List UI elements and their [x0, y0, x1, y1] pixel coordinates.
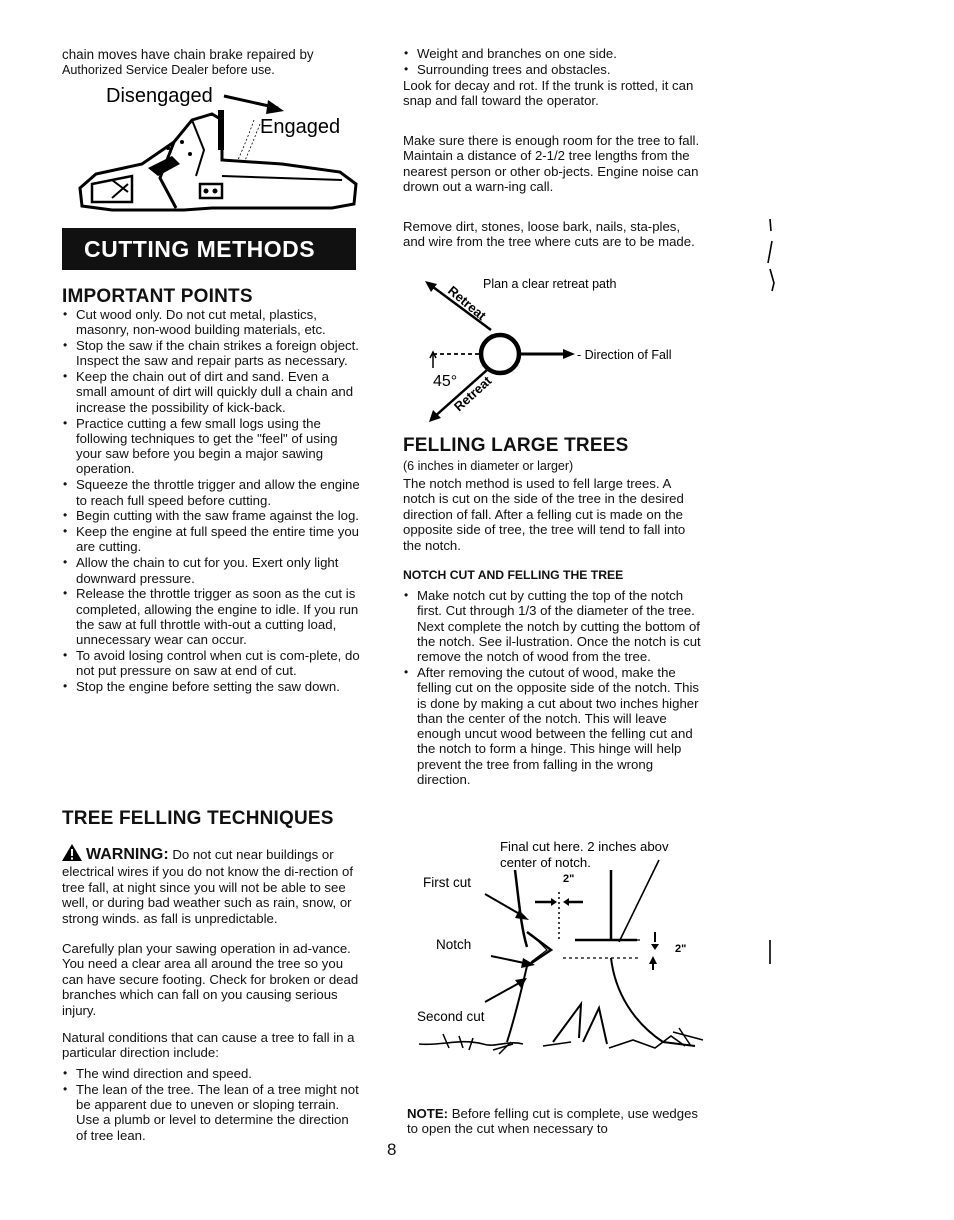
list-item: • Release the throttle trigger as soon as the cut is completed, allowing the engine to idle. If you run the saw at full throttle with-out a cutting load, unnecessary wear can occur. [62, 586, 360, 647]
list-item: • Surrounding trees and obstacles. [403, 62, 703, 77]
list-item: • Weight and branches on one side. [403, 46, 703, 61]
warning-label: WARNING: [86, 846, 169, 863]
intro-line-1: chain moves have chain brake repaired by [62, 47, 314, 62]
margin-mark-upper [764, 215, 794, 295]
retreat-word-upper: Retreat [445, 282, 490, 324]
conditions-list-continued [403, 46, 703, 78]
notch-method-paragraph: The notch method is used to fell large trees. A notch is cut on the side of the tree in the desired direction of fall. After a felling cut is made on the opposite side of tree, the tree will tend to fall into the notch. [403, 476, 686, 553]
list-item: • Stop the engine before setting the saw down. [62, 679, 360, 694]
margin-mark-lower [764, 938, 778, 968]
large-trees-subtitle: (6 inches in diameter or larger) [403, 459, 574, 473]
warning-paragraph [62, 844, 362, 926]
list-item: • Keep the chain out of dirt and sand. Even a small amount of dirt will quickly dull a chain and increase the possibility of kick-back. [62, 369, 360, 415]
list-item: • The wind direction and speed. [62, 1066, 362, 1081]
second-cut-label: Second cut [417, 1009, 485, 1024]
cutting-methods-banner [62, 228, 356, 270]
list-item: • Keep the engine at full speed the entire time you are cutting. [62, 524, 360, 555]
list-item: • Begin cutting with the saw frame against the log. [62, 508, 360, 523]
list-item: • Stop the saw if the chain strikes a foreign object. Inspect the saw and repair parts as necessary. [62, 338, 360, 369]
page-number: 8 [387, 1140, 397, 1159]
engaged-label: Engaged [260, 116, 341, 138]
banner-title: CUTTING METHODS [84, 235, 316, 262]
angle-label: 45° [433, 373, 458, 390]
tree-felling-heading: TREE FELLING TECHNIQUES [62, 808, 334, 829]
list-item: • The lean of the tree. The lean of a tree might not be apparent due to uneven or sloping terrain. Use a plumb or level to determine the direction of tree lean. [62, 1082, 362, 1143]
important-points-heading: IMPORTANT POINTS [62, 286, 253, 307]
note-paragraph [407, 1106, 709, 1137]
retreat-path-diagram [403, 272, 708, 432]
direction-of-fall-label: - Direction of Fall [577, 348, 672, 362]
notch-cut-diagram [403, 832, 708, 1067]
felling-large-trees-heading: FELLING LARGE TREES [403, 435, 629, 456]
disengaged-label: Disengaged [106, 85, 213, 107]
decay-paragraph: Look for decay and rot. If the trunk is rotted, it can snap and fall toward the operator. [403, 78, 694, 109]
list-item: • To avoid losing control when cut is com-plete, do not put pressure on saw at end of cut. [62, 648, 360, 679]
first-cut-label: First cut [423, 875, 472, 890]
conditions-list [62, 1066, 362, 1143]
note-label: NOTE: [407, 1106, 449, 1121]
note-text: Before felling cut is complete, use wedges to open the cut when necessary to [407, 1106, 699, 1137]
notch-cut-heading: NOTCH CUT AND FELLING THE TREE [403, 568, 624, 582]
retreat-word-lower: Retreat [450, 373, 495, 415]
room-paragraph: Make sure there is enough room for the tree to fall. Maintain a distance of 2-1/2 tree lengths from the nearest person or other ob-jects. Engine noise can drown out a warn-ing call. [403, 133, 700, 195]
list-item: • Squeeze the throttle trigger and allow the engine to reach full speed before cutting. [62, 477, 360, 508]
notch-label: Notch [436, 937, 472, 952]
list-item: • Make notch cut by cutting the top of the notch first. Cut through 1/3 of the diameter of the tree. Next complete the notch by cutting the bottom of the notch. See il-lustration. Once the notch is cut remove the notch of wood from the tree. [403, 588, 705, 664]
dimension-side: 2" [675, 943, 687, 955]
intro-line-2: Authorized Service Dealer before use. [62, 63, 275, 77]
retreat-plan-label: Plan a clear retreat path [483, 277, 617, 291]
list-item: • Practice cutting a few small logs using the following techniques to get the "feel" of using your saw before you begin a major sawing operation. [62, 416, 360, 477]
chain-brake-illustration [72, 80, 362, 220]
notch-steps-list [403, 588, 705, 788]
list-item: • After removing the cutout of wood, make the felling cut on the opposite side of the notch. This is done by making a cut about two inches higher than the center of the notch. This will leave enough uncut wood between the felling cut and the notch to form a hinge. This hinge will help prevent the tree from falling in the wrong direction. [403, 665, 705, 787]
list-item: • Cut wood only. Do not cut metal, plastics, masonry, non-wood building materials, etc. [62, 307, 360, 338]
dimension-top: 2" [563, 873, 575, 885]
important-points-list [62, 307, 360, 695]
warning-text: Do not cut near buildings or electrical wires if you do not know the di-rection of tree fall, at night since you will not be able to see well, or during bad weather such as rain, snow, or strong winds. as fall is unpredictable. [62, 847, 353, 926]
warning-triangle-icon [62, 844, 86, 864]
list-item: • Allow the chain to cut for you. Exert only light downward pressure. [62, 555, 360, 586]
natural-conditions-paragraph: Natural conditions that can cause a tree to fall in a particular direction include: [62, 1030, 355, 1061]
final-cut-label-2: center of notch. [500, 855, 591, 870]
final-cut-label-1: Final cut here. 2 inches abov [500, 839, 669, 854]
remove-debris-paragraph: Remove dirt, stones, loose bark, nails, sta-ples, and wire from the tree where cuts are to be made. [403, 219, 695, 250]
planning-paragraph: Carefully plan your sawing operation in ad-vance. You need a clear area all around the tree so you can have secure footing. Check for broken or dead branches which can fall on you causing serious injury. [62, 941, 359, 1018]
